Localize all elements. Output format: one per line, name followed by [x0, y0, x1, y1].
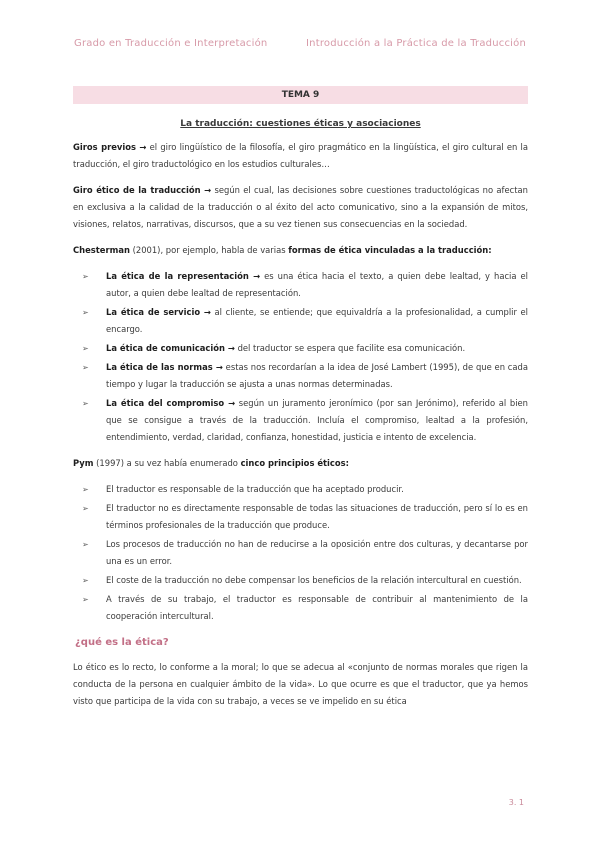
- list-item: ➢ El coste de la traducción no debe compensar los beneficios de la relación intercultural en cuestión.: [73, 572, 528, 589]
- paragraph-giro-etico: Giro ético de la traducción → según el cual, las decisiones sobre cuestiones traductológicas no afectan en exclusiva a la calidad de la traducción o al éxito del acto comunicativo, sino a la expansión de mitos, visiones, relatos, narrativas, discursos, que a su vez tienen sus consecuencias en la sociedad.: [73, 185, 528, 229]
- arrow-bullet-icon: ➢: [82, 363, 89, 372]
- list-item: ➢ Los procesos de traducción no han de reducirse a la oposición entre dos culturas, y decantarse por una es un error.: [73, 536, 528, 570]
- page-title: La traducción: cuestiones éticas y asociaciones: [180, 119, 421, 129]
- arrow-bullet-icon: ➢: [82, 272, 89, 281]
- arrow-bullet-icon: ➢: [82, 540, 89, 549]
- header-degree: Grado en Traducción e Interpretación: [74, 38, 268, 49]
- list-item: ➢ La ética de la representación → es una ética hacia el texto, a quien debe lealtad, y hacia el autor, a quien debe lealtad de representación.: [73, 268, 528, 302]
- ethics-forms-list: [73, 268, 528, 446]
- header-course: Introducción a la Práctica de la Traducción: [306, 38, 526, 49]
- paragraph-giros-previos: Giros previos → el giro lingüístico de la filosofía, el giro pragmático en la lingüística, el giro cultural en la traducción, el giro traductológico en los estudios culturales…: [73, 142, 529, 169]
- principles-list: [73, 481, 528, 625]
- arrow-bullet-icon: ➢: [82, 344, 89, 353]
- paragraph-pym: Pym (1997) a su vez había enumerado cinco principios éticos:: [73, 458, 349, 468]
- list-item: ➢ La ética de servicio → al cliente, se entiende; que equivaldría a la profesionalidad, a cumplir el encargo.: [73, 304, 528, 338]
- arrow-bullet-icon: ➢: [82, 595, 89, 604]
- list-item: ➢ El traductor no es directamente responsable de todas las situaciones de traducción, pero sí lo es en términos profesionales de la traducción que produce.: [73, 500, 528, 534]
- list-item: ➢ A través de su trabajo, el traductor es responsable de contribuir al mantenimiento de la cooperación intercultural.: [73, 591, 528, 625]
- page-number: 3. 1: [508, 798, 524, 807]
- arrow-bullet-icon: ➢: [82, 504, 89, 513]
- section-heading-ethics: ¿qué es la ética?: [75, 637, 169, 648]
- tema-banner: [73, 86, 528, 104]
- document-body: [73, 116, 528, 719]
- arrow-bullet-icon: ➢: [82, 399, 89, 408]
- arrow-bullet-icon: ➢: [82, 576, 89, 585]
- page-header: [74, 38, 526, 49]
- paragraph-que-es-etica: Lo ético es lo recto, lo conforme a la moral; lo que se adecua al «conjunto de normas morales que rigen la conducta de la persona en cualquier ámbito de la vida». Lo que ocurre es que el traductor, que ya hemos visto que participa de la vida con su trabajo, a veces se ve impelido en su ética: [73, 662, 528, 706]
- list-item: ➢ La ética del compromiso → según un juramento jeronímico (por san Jerónimo), referido al bien que se consigue a través de la traducción. Incluía el compromiso, lealtad a la profesión, entendimiento, verdad, claridad, confianza, honestidad, justicia e intento de excelencia.: [73, 395, 528, 446]
- arrow-bullet-icon: ➢: [82, 485, 89, 494]
- list-item: ➢ El traductor es responsable de la traducción que ha aceptado producir.: [73, 481, 528, 498]
- list-item: ➢ La ética de comunicación → del traductor se espera que facilite esa comunicación.: [73, 340, 528, 357]
- arrow-bullet-icon: ➢: [82, 308, 89, 317]
- paragraph-chesterman: Chesterman (2001), por ejemplo, habla de varias formas de ética vinculadas a la traducción:: [73, 245, 492, 255]
- tema-label: TEMA 9: [281, 90, 320, 100]
- list-item: ➢ La ética de las normas → estas nos recordarían a la idea de José Lambert (1995), de que en cada tiempo y lugar la traducción se ajusta a unas normas determinadas.: [73, 359, 528, 393]
